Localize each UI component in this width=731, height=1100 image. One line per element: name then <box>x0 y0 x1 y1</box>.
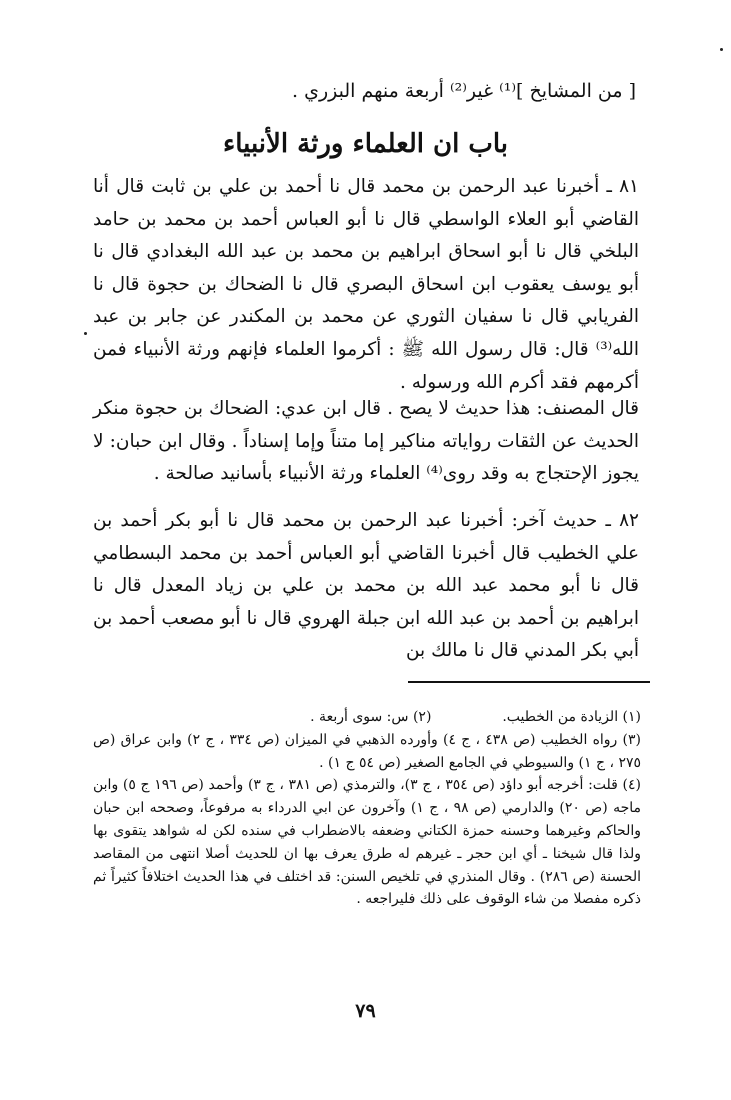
footnote-3: (٣) رواه الخطيب (ص ٤٣٨ ، ج ٤) وأورده الذهبي في الميزان (ص ٣٣٤ ، ج ٢) وابن عراق (ص ٢٧٥ ، ج ١) والسيوطي في الجامع الصغير (ص ٥٤ ج ١) . <box>93 731 642 771</box>
page-number: ٧٩ <box>355 1000 376 1022</box>
footnote-1: (١) الزيادة من الخطيب. <box>502 709 641 725</box>
footnotes <box>93 706 641 911</box>
paragraph-hadith-82: ٨٢ ـ حديث آخر: أخبرنا عبد الرحمن بن محمد قال نا أبو بكر أحمد بن علي الخطيب قال أخبرنا القاضي أبو العباس أحمد بن محمد البسطامي قال نا أبو محمد عبد الله بن محمد بن علي بن زياد المعدل قال نا ابراهيم بن أحمد بن عبد الله ابن جبلة الهروي قال نا أبو مصعب أحمد بن أبي بكر المدني قال نا مالك بن <box>93 510 639 662</box>
footnote-row-1-2 <box>93 706 641 729</box>
scan-speck <box>720 48 723 51</box>
scan-speck <box>84 332 87 335</box>
footnote-4: (٤) قلت: أخرجه أبو داؤد (ص ٣٥٤ ، ج ٣)، والترمذي (ص ٣٨١ ، ج ٣) وأحمد (ص ١٩٦ ج ٥) وابن ماجه (ص ٢٠) والدارمي (ص ٩٨ ، ج ١) وآخرون عن ابي الدرداء به مرفوعاً، وصححه ابن حبان والحاكم وغيرهما وحسنه حمزة الكتاني وضعفه بالاضطراب في سنده لكن له شواهد يتقوى بها ولذا قال شيخنا ـ أي ابن حجر ـ غيرهم له طرق يعرف بها ان للحديث أصلا انتهى من المقاصد الحسنة (ص ٢٨٦) . وقال المنذري في تلخيص السنن: قد اختلف في هذا الحديث اختلافاً كثيراً ثم ذكره مفصلا من شاء الوقوف على ذلك فليراجعه . <box>93 777 642 908</box>
paragraph-author-comment: قال المصنف: هذا حديث لا يصح . قال ابن عدي: الضحاك بن حجوة منكر الحديث عن الثقات رواياته مناكير إما متناً وإما إسناداً . وقال ابن حبان: لا يجوز الإحتجاج به وقد روى⁽⁴⁾ العلماء ورثة الأنبياء بأسانيد صالحة . <box>93 398 639 485</box>
footnote-divider <box>408 681 650 683</box>
chapter-heading: باب ان العلماء ورثة الأنبياء <box>222 129 509 159</box>
footnote-2: (٢) س: سوى أربعة . <box>310 709 432 725</box>
continued-line: [ من المشايخ ]⁽¹⁾ غير⁽²⁾ أربعة منهم البزري . <box>292 80 636 102</box>
paragraph-hadith-81: ٨١ ـ أخبرنا عبد الرحمن بن محمد قال نا أحمد بن علي بن ثابت قال أنا القاضي أبو العلاء الواسطي قال نا أبو العباس أحمد بن محمد بن حامد البلخي قال نا أبو اسحاق ابراهيم بن محمد بن عبد الله البغدادي قال نا أبو يوسف يعقوب ابن اسحاق البصري قال نا الضحاك بن حجوة قال نا الفريابي قال نا سفيان الثوري عن محمد بن المكندر عن جابر بن عبد الله⁽³⁾ قال: قال رسول الله ﷺ : أكرموا العلماء فإنهم ورثة الأنبياء فمن أكرمهم فقد أكرم الله ورسوله . <box>93 176 639 393</box>
